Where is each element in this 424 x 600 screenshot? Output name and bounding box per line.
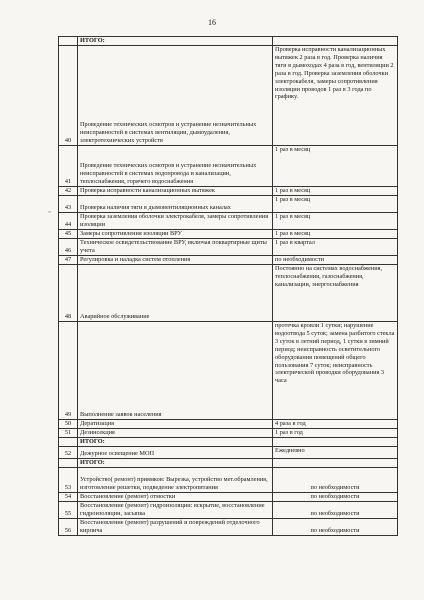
work-description: ИТОГО:: [78, 438, 273, 447]
page-number: 16: [208, 18, 216, 27]
row-number: 55: [59, 502, 78, 519]
work-description: Проверка заземления оболочки электрокабеля, замеры сопротивления изоляции: [78, 213, 273, 230]
row-number: 40: [59, 46, 78, 146]
work-description: Проверка исправности канализационных вытяжек: [78, 187, 273, 196]
table-row: [59, 265, 398, 322]
table-row: [59, 187, 398, 196]
row-number: 56: [59, 519, 78, 536]
table-row: [59, 468, 398, 493]
row-number: 43: [59, 196, 78, 213]
row-number: 47: [59, 256, 78, 265]
periodicity: [273, 37, 398, 46]
work-description: Дезинсекция: [78, 429, 273, 438]
work-description: Дератизация: [78, 420, 273, 429]
work-description: Регулировка и наладка систем отопления: [78, 256, 273, 265]
work-description: ИТОГО:: [78, 37, 273, 46]
work-description: Проверка наличия тяги в дымовентиляционных каналах: [78, 196, 273, 213]
table-row: [59, 46, 398, 146]
work-description: Восстановление (ремонт) гидроизоляции: вскрытие, восстановление гидроизоляции, засыпка: [78, 502, 273, 519]
work-description: ИТОГО:: [78, 459, 273, 468]
work-description: Восстановление (ремонт) отмостки: [78, 493, 273, 502]
table-row: [59, 37, 398, 46]
periodicity: 1 раз в квартал: [273, 239, 398, 256]
periodicity: 1 раз в месяц: [273, 213, 398, 230]
table-row: [59, 493, 398, 502]
work-description: Замеры сопротивления изоляции ВРУ: [78, 230, 273, 239]
margin-mark: =: [48, 210, 52, 216]
periodicity: [273, 459, 398, 468]
work-description: Аварийное обслуживание: [78, 265, 273, 322]
periodicity: 1 раз в месяц: [273, 187, 398, 196]
row-number: [59, 438, 78, 447]
table-row: [59, 447, 398, 459]
work-description: Дежурное освещение МОП: [78, 447, 273, 459]
periodicity: по необходимости: [273, 256, 398, 265]
table-row: [59, 519, 398, 536]
periodicity: по необходимости: [273, 502, 398, 519]
maintenance-table: [58, 36, 398, 536]
periodicity: по необходимости: [273, 493, 398, 502]
periodicity: [273, 438, 398, 447]
periodicity: 1 раз в месяц: [273, 230, 398, 239]
periodicity: 1 раз в месяц: [273, 196, 398, 213]
row-number: 53: [59, 468, 78, 493]
work-description: Восстановление (ремонт) разрушений и повреждений отделочного кирпича: [78, 519, 273, 536]
table-row: [59, 322, 398, 420]
periodicity: по необходимости: [273, 519, 398, 536]
work-description: Проведение технических осмотров и устранение незначительных неисправностей в системах вентиляции, дымоудаления, электротехнических устройств: [78, 46, 273, 146]
row-number: 54: [59, 493, 78, 502]
periodicity: по необходимости: [273, 468, 398, 493]
row-number: 45: [59, 230, 78, 239]
table-row: [59, 420, 398, 429]
periodicity: протечка кровли 1 сутки; нарушение водоотвода 5 суток; замена разбитого стекла 3 суток в летний период, 1 сутки в зимний период; неисправность осветительного оборудования помещений общего пользования 7 суток; неисправность электрической проводки оборудования 3 часа: [273, 322, 398, 420]
table-row: [59, 438, 398, 447]
periodicity: Ежедневно: [273, 447, 398, 459]
row-number: 42: [59, 187, 78, 196]
row-number: 41: [59, 146, 78, 187]
work-description: Устройство( ремонт) приямков: Вырезка, устройство мет.обрамления, изготовление решетки, подведение электропитания: [78, 468, 273, 493]
row-number: 49: [59, 322, 78, 420]
row-number: 48: [59, 265, 78, 322]
work-description: Проведение технических осмотров и устранение незначительных неисправностей в системах водопровода и канализации, теплоснабжения, горячего водоснабжения: [78, 146, 273, 187]
table-row: [59, 239, 398, 256]
row-number: [59, 459, 78, 468]
table-row: [59, 459, 398, 468]
work-description: Техническое освидетельствование ВРУ, включая поквартирные щиты учета: [78, 239, 273, 256]
row-number: 46: [59, 239, 78, 256]
table-row: [59, 429, 398, 438]
row-number: 44: [59, 213, 78, 230]
table-row: [59, 196, 398, 213]
periodicity: Проверка исправности канализационных вытяжек 2 раза в год. Проверка наличия тяги в дымоходах 4 раза в год, вентиляции 2 раза в год. Проверка заземления оболочки электрокабеля, замеры сопротивления изоляции проводов 1 раз в 3 года по графику.: [273, 46, 398, 146]
work-description: Выполнение заявок населения: [78, 322, 273, 420]
periodicity: 4 раза в год: [273, 420, 398, 429]
table-row: [59, 230, 398, 239]
table-row: [59, 146, 398, 187]
periodicity: Постоянно на системах водоснабжения, теплоснабжения, газоснабжения, канализации, энергоснабжения: [273, 265, 398, 322]
table-row: [59, 502, 398, 519]
periodicity: 1 раз в год: [273, 429, 398, 438]
periodicity: 1 раз в месяц: [273, 146, 398, 187]
row-number: 52: [59, 447, 78, 459]
row-number: 51: [59, 429, 78, 438]
row-number: [59, 37, 78, 46]
row-number: 50: [59, 420, 78, 429]
table-row: [59, 213, 398, 230]
table-row: [59, 256, 398, 265]
